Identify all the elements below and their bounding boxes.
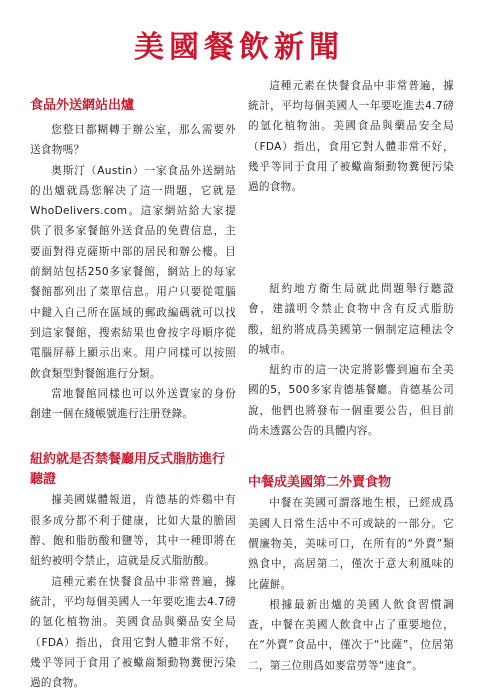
article-heading-chinese-food: 中餐成美國第二外賣食物 (248, 475, 392, 491)
page-title: 美國餐飲新聞 (134, 30, 344, 65)
article-paragraph: 據美國媒體報道，肯德基的炸鷄中有很多成分都不利于健康，比如大量的膽固醇、飽和脂肪酸和鹽等，其中一種即將在紐約被明令禁止，這就是反式脂肪酸。 (30, 494, 236, 568)
left-column (30, 96, 236, 690)
article-paragraph-continued (248, 79, 454, 279)
article-heading-delivery: 食品外送網站出爐 (30, 98, 135, 113)
article-paragraph: 紐約市的這一决定將影響到遍布全美國的5，500多家肯德基餐廳。肯德基公司說，他們也將發布一個重要公告，但目前尚未透露公告的具體内容。 (248, 364, 454, 438)
article-paragraph: 紐約地方衛生局就此問題舉行聽證會，建議明令禁止食物中含有反式脂肪酸，紐約將成爲美國第一個制定這種法令的城市。 (248, 283, 454, 356)
right-column (248, 79, 454, 676)
article-paragraph-continued-text: 這種元素在快餐食品中非常普遍，據統計，平均每個美國人一年要吃進去4.7磅的氫化植物油。美國食品與藥品安全局（FDA）指出，食用它對人體非常不好，幾乎等同于食用了被蠍齒類動物糞便污染過的食物。 (248, 79, 454, 194)
article-paragraph: 當地餐館同樣也可以外送賣家的身份創建一個在綫帳號進行注册登錄。 (30, 387, 236, 421)
article-heading-transfat: 紐約就是否禁餐廳用反式脂肪進行聽證 (30, 452, 226, 488)
article-paragraph: 根據最新出爐的美國人飲食習慣調查，中餐在美國人飲食中占了重要地位，在“外賣”食品中，僅次于“比薩”，位居第二，第三位則爲如麥當勞等“速食”。 (248, 598, 454, 672)
article-paragraph-split: 這種元素在快餐食品中非常普遍，據統計，平均每個美國人一年要吃進去4.7磅的氫化植物油。美國食品與藥品安全局（FDA）指出，食用它對人體非常不好，幾乎等同于食用了被蠍齒類動物糞便污染過的食物。 (30, 575, 236, 690)
article-paragraph: 您整日都糊轉于辦公室，那么需要外送食物嗎？ (30, 124, 236, 157)
article-paragraph: 中餐在美國可謂落地生根，已經成爲美國人日常生活中不可或缺的一部分。它價廉物美，美味可口，在所有的“外賣”類熟食中，高居第二，僅次于意大利風味的比薩餅。 (248, 497, 454, 591)
article-paragraph: 奥斯汀（Austin）一家食品外送網站的出爐就爲您解决了這一問題，它就是WhoDelivers.com。這家網站給大家提供了很多家餐館外送食品的免費信息，主要面對得克薩斯中部的居民和辦公樓。目前網站包括250多家餐館，網站上的每家餐館都列出了菜單信息。用户只要從電腦中鍵入自己所在區域的郵政編碼就可以找到這家餐館，搜索結果也會按字母順序從電腦屏幕上顯示出來。用户同樣可以按照飲食類型對餐館進行分類。 (30, 164, 236, 380)
